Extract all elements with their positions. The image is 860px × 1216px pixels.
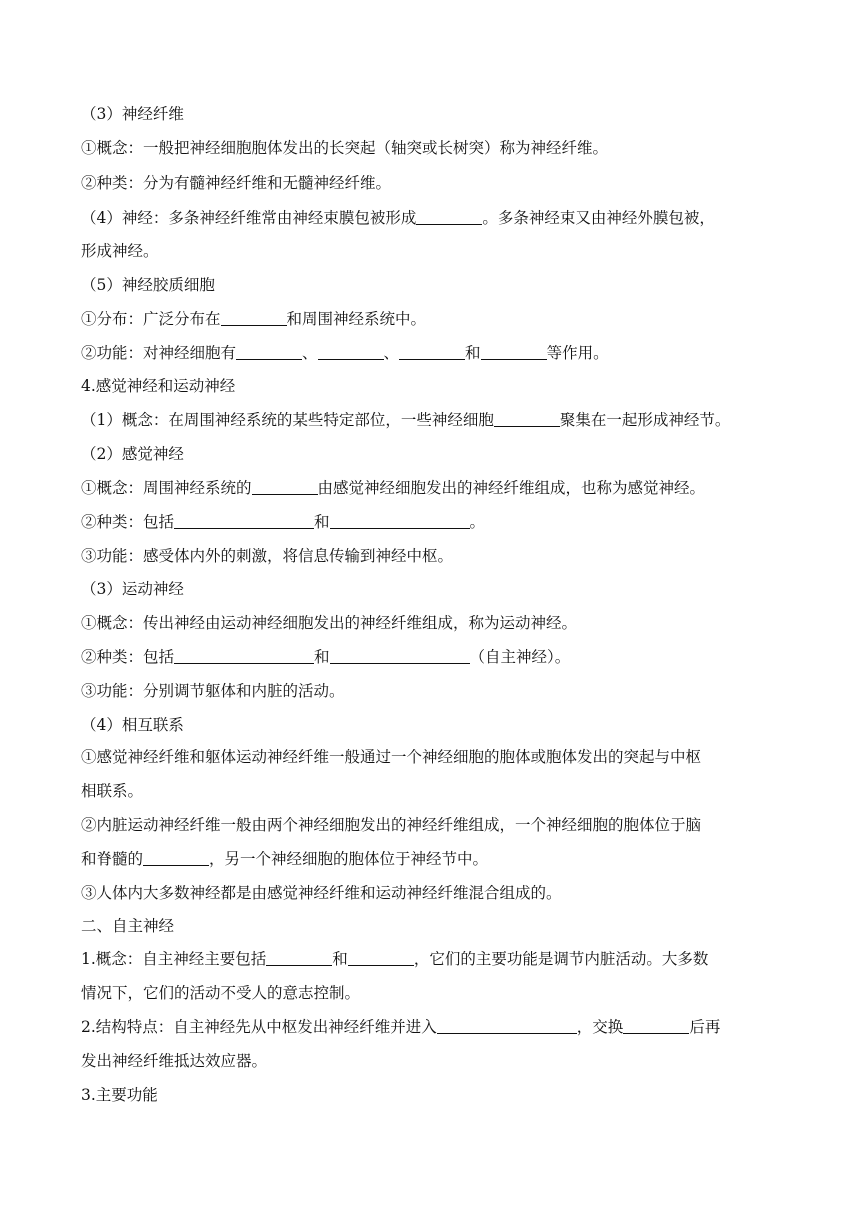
- interconnection-1-line-1: ①感觉神经纤维和躯体运动神经纤维一般通过一个神经细胞的胞体或胞体发出的突起与中枢: [81, 748, 702, 766]
- fill-blank[interactable]: [494, 410, 560, 427]
- heading-4-concept: （1）概念：在周围神经系统的某些特定部位，一些神经细胞 聚集在一起形成神经节。: [81, 411, 731, 429]
- fill-blank[interactable]: [174, 512, 314, 529]
- section-3-concept: ①概念：一般把神经细胞胞体发出的长突起（轴突或长树突）称为神经纤维。: [81, 139, 609, 157]
- section-5-title: （5）神经胶质细胞: [81, 276, 215, 294]
- autonomic-concept-line-1: 1.概念：自主神经主要包括 和 ，它们的主要功能是调节内脏活动。大多数: [81, 950, 709, 968]
- fill-blank[interactable]: [143, 849, 209, 866]
- sensory-nerve-function: ③功能：感受体内外的刺激，将信息传输到神经中枢。: [81, 547, 454, 565]
- heading-4: 4.感觉神经和运动神经: [81, 377, 236, 395]
- section-3-types: ②种类：分为有髓神经纤维和无髓神经纤维。: [81, 174, 392, 192]
- interconnection-1-line-2: 相联系。: [81, 782, 144, 800]
- interconnection-3: ③人体内大多数神经都是由感觉神经纤维和运动神经纤维混合组成的。: [81, 884, 562, 902]
- sensory-nerve-concept: ①概念：周围神经系统的 由感觉神经细胞发出的神经纤维组成，也称为感觉神经。: [81, 479, 706, 497]
- fill-blank[interactable]: [348, 949, 414, 966]
- fill-blank[interactable]: [236, 343, 302, 360]
- autonomic-concept-line-2: 情况下，它们的活动不受人的意志控制。: [81, 984, 361, 1002]
- fill-blank[interactable]: [481, 343, 547, 360]
- motor-nerve-function: ③功能：分别调节躯体和内脏的活动。: [81, 682, 345, 700]
- section-4-line-2: 形成神经。: [81, 242, 159, 260]
- fill-blank[interactable]: [399, 343, 465, 360]
- fill-blank[interactable]: [330, 647, 470, 664]
- motor-nerve-types: ②种类：包括 和 （自主神经）。: [81, 648, 571, 666]
- interconnection-title: （4）相互联系: [81, 716, 184, 734]
- fill-blank[interactable]: [221, 309, 287, 326]
- fill-blank[interactable]: [416, 208, 482, 225]
- interconnection-2-line-1: ②内脏运动神经纤维一般由两个神经细胞发出的神经纤维组成，一个神经细胞的胞体位于脑: [81, 816, 702, 834]
- fill-blank[interactable]: [437, 1017, 577, 1034]
- fill-blank[interactable]: [252, 478, 318, 495]
- section-5-distribution: ①分布：广泛分布在 和周围神经系统中。: [81, 310, 427, 328]
- fill-blank[interactable]: [174, 647, 314, 664]
- motor-nerve-concept: ①概念：传出神经由运动神经细胞发出的神经纤维组成，称为运动神经。: [81, 614, 578, 632]
- autonomic-structure-line-2: 发出神经纤维抵达效应器。: [81, 1052, 268, 1070]
- fill-blank[interactable]: [330, 512, 470, 529]
- sensory-nerve-title: （2）感觉神经: [81, 445, 184, 463]
- fill-blank[interactable]: [623, 1017, 689, 1034]
- section-3-title: （3）神经纤维: [81, 105, 184, 123]
- motor-nerve-title: （3）运动神经: [81, 580, 184, 598]
- autonomic-function-title: 3.主要功能: [81, 1086, 158, 1104]
- heading-autonomic: 二、自主神经: [81, 917, 175, 935]
- section-5-function: ②功能：对神经细胞有 、 、 和 等作用。: [81, 344, 609, 362]
- fill-blank[interactable]: [266, 949, 332, 966]
- sensory-nerve-types: ②种类：包括 和 。: [81, 513, 486, 531]
- section-4-line-1: （4）神经：多条神经纤维常由神经束膜包被形成 。多条神经束又由神经外膜包被，: [81, 209, 715, 227]
- fill-blank[interactable]: [318, 343, 384, 360]
- autonomic-structure-line-1: 2.结构特点：自主神经先从中枢发出神经纤维并进入 ，交换 后再: [81, 1018, 721, 1036]
- interconnection-2-line-2: 和脊髓的 ，另一个神经细胞的胞体位于神经节中。: [81, 850, 489, 868]
